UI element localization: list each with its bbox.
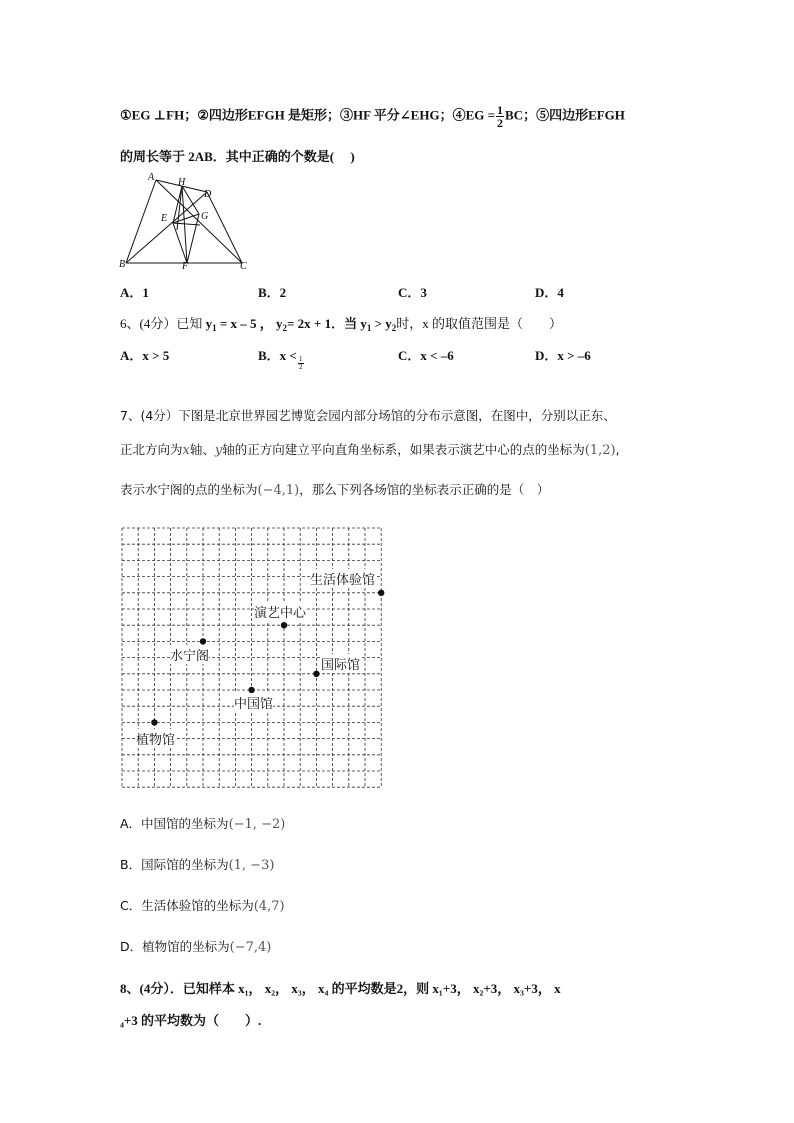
q7-line3: 表示水宁阁的点的坐标为(−4,1)，那么下列各场馆的坐标表示正确的是（ ） [120,482,550,498]
q5-line1-part1: ①EG ⊥FH；②四边形EFGH 是矩形；③HF 平分∠EHG；④EG = [120,107,496,123]
q5-option-c: C．3 [398,285,427,300]
label-china-hall: 中国馆 [234,693,273,712]
diag-bd [126,192,207,263]
q6-option-d: D．x > –6 [535,348,591,363]
dot-plant-hall [151,719,157,725]
label-d: D [204,189,212,200]
dot-water-pavilion [200,638,206,644]
q7-line2: 正北方向为x轴、y轴的正方向建立平向直角坐标系，如果表示演艺中心的点的坐标为(1,2), [120,442,620,458]
side-dc [207,192,242,263]
fraction-one-half: $\frac{1}{2}$ [497,103,504,130]
label-c: C [240,261,247,272]
q7-perf-coord: (1,2) [584,443,616,458]
q7-line1: 7、(4分）下图是北京世界园艺博览会园内部分场馆的分布示意图，在图中，分别以正东、 [120,408,616,423]
q8-line1: 8、(4分）．已知样本 x₁， x₂， x₃， x₄ 的平均数是2，则 x₁+3， x₂+3， x₃+3， x [120,981,561,996]
label-intl-hall: 国际馆 [321,654,360,673]
label-perf-center: 演艺中心 [254,602,306,621]
label-h: H [178,177,186,188]
q6-option-c: C．x < –6 [398,348,454,363]
q6-option-a: A．x > 5 [120,348,170,363]
q5-option-d: D．4 [535,285,564,300]
dot-perf-center [281,622,287,628]
label-b: B [119,259,126,270]
dot-life-exp [378,590,384,596]
q5-line1-part2: BC；⑤四边形EFGH [505,107,625,123]
q6-stem: 6、(4分）已知 $y_1 = x - 5$ ， $y_2= 2x + 1$．当 $y_1 > y_2$时，x 的取值范围是（ ） [120,316,563,333]
dot-intl-hall [313,671,319,677]
q7-option-b: B．国际馆的坐标为(1, −3) [120,857,275,873]
q6-option-b-fraction: 1 2 [299,355,303,371]
label-life-exp: 生活体验馆 [310,569,375,588]
q5-option-a: A．1 [120,285,149,300]
q6-option-b: B．x < [258,348,297,363]
q7-option-c: C．生活体验馆的坐标为(4,7) [120,898,285,914]
diag-ac [156,180,242,263]
q7-option-d: D．植物馆的坐标为(−7,4) [120,939,272,955]
q7-option-a: A．中国馆的坐标为(−1, −2) [120,816,286,832]
q5-line1 [120,104,625,129]
q7-water-coord: (−4,1) [257,483,300,498]
q5-option-b: B．2 [258,285,287,300]
q5-geometry-figure [115,170,255,272]
q6-prefix: 6、(4分）已知 [120,316,203,331]
label-e: E [161,213,168,224]
label-plant-hall: 植物馆 [136,729,175,748]
q5-line2: 的周长等于 2AB．其中正确的个数是( ) [120,149,355,164]
label-water-pavilion: 水宁阁 [170,645,209,664]
side-ab [126,180,156,263]
label-a: A [148,172,155,183]
label-g: G [201,211,209,222]
label-f: F [182,261,189,272]
q8-line2: ₄+3 的平均数为（ ）. [120,1013,262,1028]
